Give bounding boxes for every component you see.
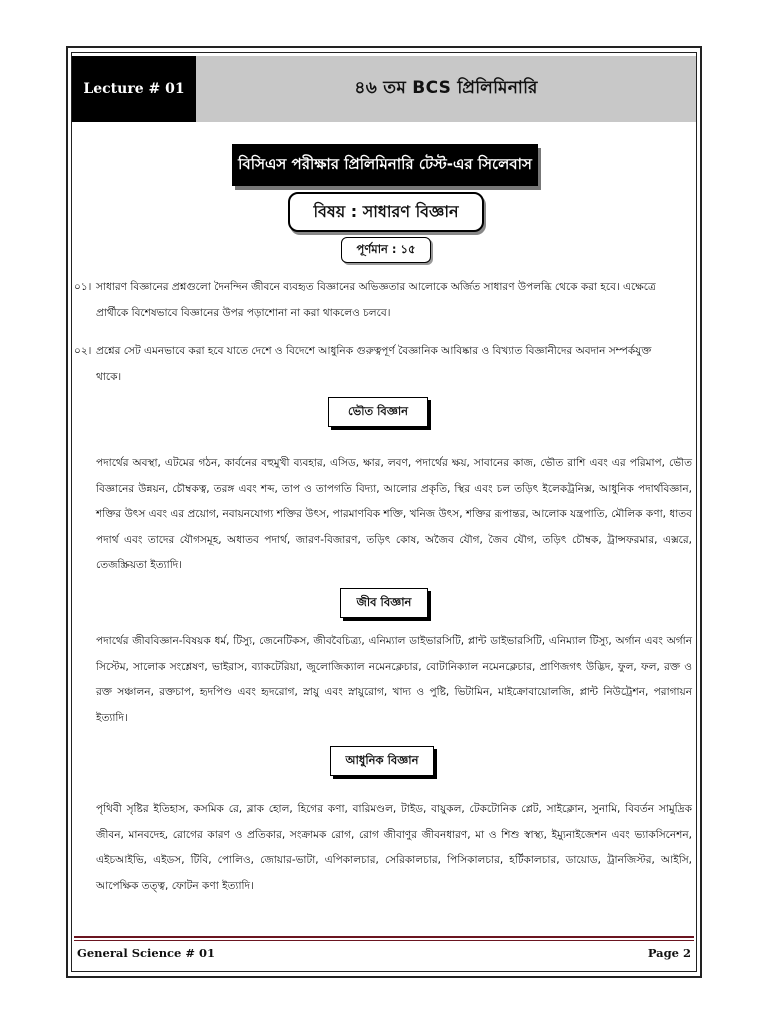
footer-rule (74, 940, 694, 941)
note-number: ০২। (74, 345, 92, 357)
section-heading-modern-science: আধুনিক বিজ্ঞান (330, 746, 434, 776)
note-text: থাকে। (96, 371, 122, 383)
full-marks-label: পূর্ণমান : ১৫ (341, 237, 431, 263)
footer-page-number: Page 2 (647, 946, 691, 960)
section-heading-biology: জীব বিজ্ঞান (340, 588, 428, 618)
lecture-number: Lecture # 01 (72, 56, 196, 122)
note-item (74, 274, 692, 326)
footer-course: General Science # 01 (77, 946, 216, 960)
subject-label: বিষয় : সাধারণ বিজ্ঞান (288, 192, 484, 232)
footer-rule (74, 936, 694, 938)
syllabus-banner: বিসিএস পরীক্ষার প্রিলিমিনারি টেস্ট-এর সিলেবাস (232, 144, 538, 186)
note-text: প্রার্থীকে বিশেষভাবে বিজ্ঞানের উপর পড়াশোনা না করা থাকলেও চলবে। (96, 307, 391, 319)
section-heading-physical-science: ভৌত বিজ্ঞান (328, 397, 428, 427)
note-text: সাধারণ বিজ্ঞানের প্রশ্নগুলো দৈনন্দিন জীবনে ব্যবহৃত বিজ্ঞানের অভিজ্ঞতার আলোকে অর্জিত সাধারণ উপলব্ধি থেকে করা হবে। এক্ষেত্রে (96, 281, 656, 293)
page-title: ৪৬ তম BCS প্রিলিমিনারি (354, 78, 538, 98)
note-number: ০১। (74, 281, 92, 293)
section-body-modern-science: পৃথিবী সৃষ্টির ইতিহাস, কসমিক রে, ব্লাক হোল, হিগের কণা, বারিমণ্ডল, টাইড, বায়ুকল, টেকটোনিক প্লেট, সাইক্লোন, সুনামি, বিবর্তন সামুদ্রিক জীবন, মানবদেহ, রোগের কারণ ও প্রতিকার, সংক্রামক রোগ, রোগ জীবাণুর জীবনধারণ, মা ও শিশু স্বাস্থ্য, ইম্যুনাইজেশন এবং ভ্যাকসিনেশন, এইচআইভি, এইডস, টিবি, পোলিও, জোয়ার-ভাটা, এপিকালচার, সেরিকালচার, পিসিকালচার, হর্টিকালচার, ডায়োড, ট্রানজিস্টর, আইসি, আপেক্ষিক তত্ত্ব, ফোটন কণা ইত্যাদি। (96, 803, 692, 892)
note-item (74, 338, 692, 390)
section-body-physical-science: পদার্থের অবস্থা, এটমের গঠন, কার্বনের বহুমুখী ব্যবহার, এসিড, ক্ষার, লবণ, পদার্থের ক্ষয়, সাবানের কাজ, ভৌত রাশি এবং এর পরিমাপ, ভৌত বিজ্ঞানের উন্নয়ন, চৌম্বকত্ব, তরঙ্গ এবং শব্দ, তাপ ও তাপগতি বিদ্যা, আলোর প্রকৃতি, স্থির এবং চল তড়িৎ ইলেকট্রনিক্স, আধুনিক পদার্থবিজ্ঞান, শক্তির উৎস এবং এর প্রয়োগ, নবায়নযোগ্য শক্তির উৎস, পারমাণবিক শক্তি, খনিজ উৎস, শক্তির রূপান্তর, আলোক যন্ত্রপাতি, মৌলিক কণা, ধাতব পদার্থ এবং তাদের যৌগসমূহ, অধাতব পদার্থ, জারণ-বিজারণ, তড়িৎ কোষ, অজৈব যৌগ, জৈব যৌগ, তড়িৎ চৌম্বক, ট্রান্সফরমার, এক্সরে, তেজস্ক্রিয়তা ইত্যাদি। (96, 457, 692, 571)
section-body-biology: পদার্থের জীববিজ্ঞান-বিষয়ক ধর্ম, টিস্যু, জেনেটিকস, জীববৈচিত্র্য, এনিম্যাল ডাইভারসিটি, প্লান্ট ডাইভারসিটি, এনিম্যাল টিস্যু, অর্গান এবং অর্গান সিস্টেম, সালোক সংশ্লেষণ, ভাইরাস, ব্যাকটেরিয়া, জুলোজিক্যাল নমেনক্লেচার, বোটানিক্যাল নমেনক্লেচার, প্রাণিজগৎ উদ্ভিদ, ফুল, ফল, রক্ত ও রক্ত সঞ্চালন, রক্তচাপ, হৃদপিণ্ড এবং হৃদরোগ, স্নায়ু এবং স্নায়ুরোগ, খাদ্য ও পুষ্টি, ভিটামিন, মাইক্রোবায়োলজি, প্লান্ট নিউট্রেশন, পরাগায়ন ইত্যাদি। (96, 635, 692, 724)
note-text: প্রশ্নের সেট এমনভাবে করা হবে যাতে দেশে ও বিদেশে আধুনিক গুরুত্বপূর্ণ বৈজ্ঞানিক আবিষ্কার ও বিখ্যাত বিজ্ঞানীদের অবদান সম্পর্কযুক্ত (96, 345, 652, 357)
